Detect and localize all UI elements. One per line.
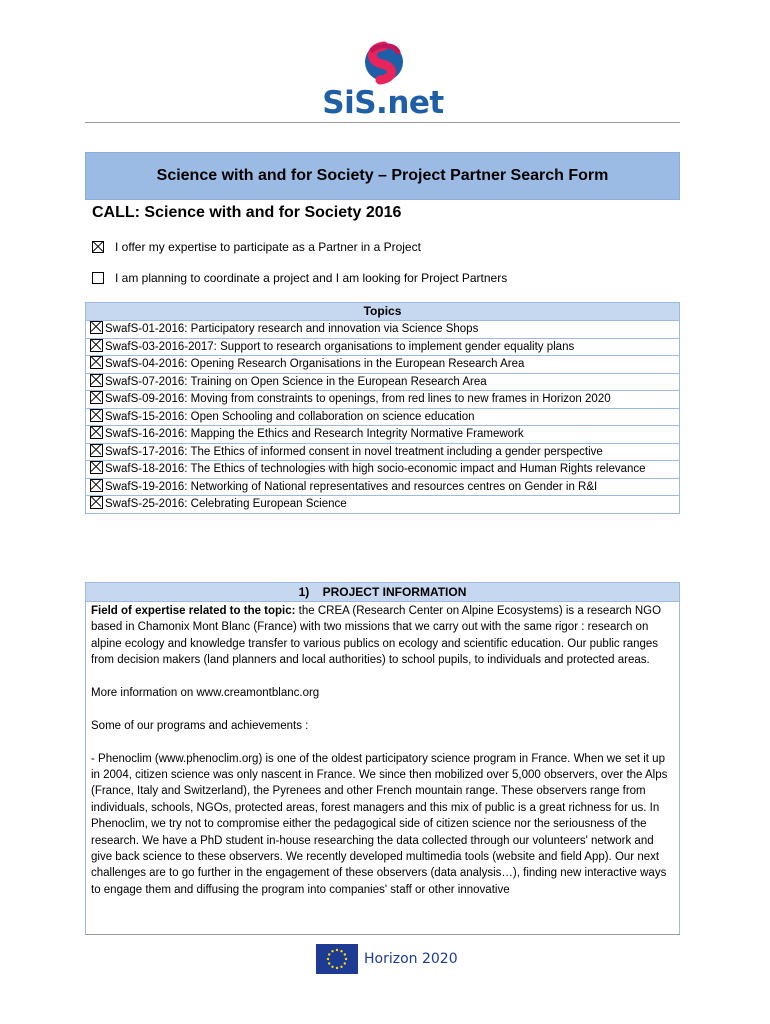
topic-label: SwafS-01-2016: Participatory research and innovation via Science Shops [105,323,479,335]
option-participate[interactable] [92,240,421,254]
topic-item[interactable] [86,409,679,427]
more-info-paragraph: More information on www.creamontblanc.org [91,687,320,700]
topic-label: SwafS-18-2016: The Ethics of technologies with high socio-economic impact and Human Rights relevance [105,463,646,475]
checked-checkbox-icon[interactable] [90,339,103,352]
project-information-body [86,602,679,898]
topic-label: SwafS-07-2016: Training on Open Science in the European Research Area [105,375,487,388]
field-of-expertise-label: Field of expertise related to the topic: [91,605,296,617]
topic-label: SwafS-19-2016: Networking of National representatives and resources centres on Gender in R&I [105,480,598,493]
checked-checkbox-icon[interactable] [90,374,103,387]
topics-header: Topics [86,303,679,321]
topic-item[interactable] [86,461,679,479]
topic-item[interactable] [86,426,679,444]
topic-label: SwafS-04-2016: Opening Research Organisations in the European Research Area [105,358,525,370]
sisnet-logo [318,40,448,124]
checked-checkbox-icon[interactable] [90,444,103,457]
logo-text: SiS.net [322,85,444,121]
topic-item[interactable] [86,444,679,462]
topic-item[interactable] [86,374,679,392]
topic-label: SwafS-03-2016-2017: Support to research organisations to implement gender equality plans [105,340,575,353]
topic-item[interactable] [86,356,679,374]
topic-label: SwafS-16-2016: Mapping the Ethics and Research Integrity Normative Framework [105,428,524,440]
checked-checkbox-icon[interactable] [90,321,103,334]
topic-item[interactable] [86,479,679,497]
checked-checkbox-icon[interactable] [90,479,103,492]
topic-item[interactable] [86,496,679,513]
checked-checkbox-icon[interactable] [90,426,103,439]
option-coordinate[interactable] [92,271,507,285]
option-participate-label: I offer my expertise to participate as a Partner in a Project [115,240,421,254]
topic-label: SwafS-09-2016: Moving from constraints to openings, from red lines to new frames in Horizon 2020 [105,393,611,405]
topic-label: SwafS-15-2016: Open Schooling and collaboration on science education [105,410,475,423]
topic-item[interactable] [86,321,679,339]
topic-item[interactable] [86,391,679,409]
footer-divider [85,934,680,935]
phenoclim-paragraph: - Phenoclim (www.phenoclim.org) is one of the oldest participatory science program in France. When we set it up in 2004, citizen science was only nascent in France. We since then mobilized over 5,000 observers, over the Alps (France, Italy and Switzerland), the Pyrenees and other French mountain range. These observers range from individuals, schools, NGOs, protected areas, forest managers and this mix of public is a great richness for us. In Phenoclim, we try not to compromise either the pedagogical side of citizen science nor the seriousness of the research. We have a PhD student in-house researching the data collected through our volunteers' network and give back science to these observers. We recently developed multimedia tools (website and field App). Our next challenges are to go further in the engagement of these observers (data analysis…), finding new interactive ways to engage them and diffusing the program into companies' staff or other innovative [91,752,668,896]
project-information-section [85,582,680,934]
checked-checkbox-icon[interactable] [90,356,103,369]
call-heading: CALL: Science with and for Society 2016 [92,204,402,221]
project-information-header: 1) PROJECT INFORMATION [86,583,679,602]
topic-item[interactable] [86,339,679,357]
field-of-expertise-text: the CREA (Research Center on Alpine Ecosystems) is a research NGO based in Chamonix Mont Blanc (France) with two missions that we carry out with the same rigor : research on alpine ecology and knowledge transfer to various publics on ecology and scientific education. Our public ranges from decision makers (land planners and local authorities) to school pupils, to individuals and protected areas. [91,605,662,667]
sisnet-logo-mark-icon [318,40,448,88]
form-title: Science with and for Society – Project Partner Search Form [85,152,680,200]
field-of-expertise-paragraph [91,603,674,669]
topics-table [85,302,680,514]
checked-checkbox-icon[interactable] [90,409,103,422]
option-coordinate-label: I am planning to coordinate a project and I am looking for Project Partners [115,271,508,285]
checked-checkbox-icon[interactable] [90,496,103,509]
topic-label: SwafS-17-2016: The Ethics of informed consent in novel treatment including a gender perspective [105,445,603,458]
checked-checkbox-icon[interactable] [90,391,103,404]
topic-label: SwafS-25-2016: Celebrating European Science [105,498,347,510]
footer [316,944,458,974]
eu-flag-icon [316,944,358,974]
horizon-2020-label: Horizon 2020 [364,951,458,967]
checked-checkbox-icon[interactable] [92,241,104,253]
programs-intro-paragraph: Some of our programs and achievements : [91,719,309,732]
checked-checkbox-icon[interactable] [90,461,103,474]
header-divider [85,122,680,123]
unchecked-checkbox-icon[interactable] [92,272,104,284]
